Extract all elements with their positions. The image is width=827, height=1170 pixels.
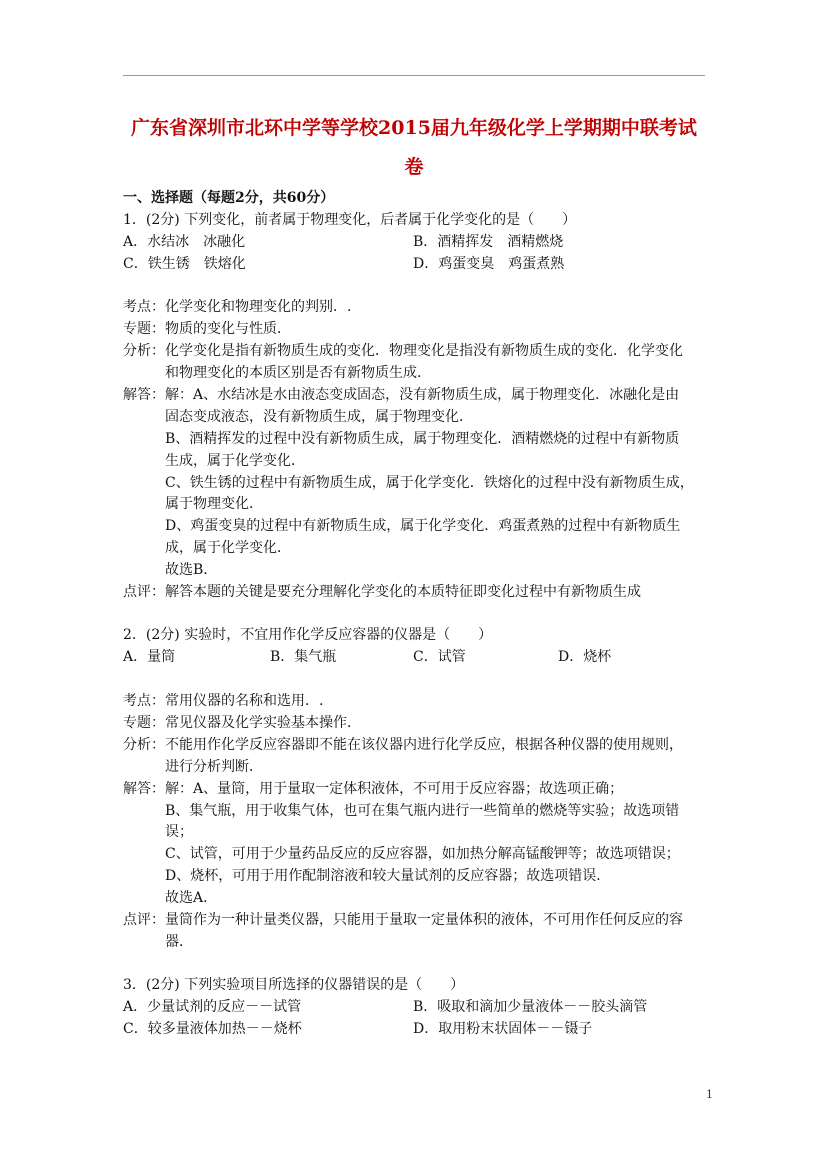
q2-zhuanti: 专题：常见仪器及化学实验基本操作． <box>123 715 361 731</box>
q2-option-b: B．集气瓶 <box>270 649 337 665</box>
q1-jieda-line: 固态变成液态，没有新物质生成，属于物理变化． <box>165 409 473 425</box>
q1-jieda-line: D、鸡蛋变臭的过程中有新物质生成，属于化学变化．鸡蛋煮熟的过程中有新物质生 <box>165 518 681 534</box>
q2-kaodian: 考点：常用仪器的名称和选用．. <box>123 693 324 709</box>
question-3-stem: 3．(2分) 下列实验项目所选择的仪器错误的是（ ） <box>123 977 465 993</box>
q2-option-c: C．试管 <box>413 649 466 665</box>
q3-option-a: A．少量试剂的反应－－试管 <box>123 999 302 1015</box>
q2-jieda-line: D、烧杯，可用于用作配制溶液和较大量试剂的反应容器；故选项错误． <box>165 868 611 884</box>
document-title: 广东省深圳市北环中学等学校2015届九年级化学上学期期中联考试 <box>131 117 697 139</box>
q2-fenxi-line: 分析：不能用作化学反应容器即不能在该仪器内进行化学反应，根据各种仪器的使用规则， <box>123 737 683 753</box>
q3-option-d: D．取用粉末状固体－－镊子 <box>413 1021 593 1037</box>
q1-option-b: B．酒精挥发 酒精燃烧 <box>413 234 564 250</box>
page-number: 1 <box>706 1088 713 1101</box>
q2-jieda-line: C、试管，可用于少量药品反应的反应容器，如加热分解高锰酸钾等；故选项错误； <box>165 846 680 862</box>
q1-answer: 故选B． <box>165 562 218 578</box>
q1-zhuanti: 专题：物质的变化与性质． <box>123 321 291 337</box>
q1-jieda-line: 生成，属于化学变化． <box>165 453 305 469</box>
question-2-stem: 2．(2分) 实验时，不宜用作化学反应容器的仪器是（ ） <box>123 627 493 643</box>
q1-kaodian: 考点：化学变化和物理变化的判别．. <box>123 299 352 315</box>
q1-fenxi-line: 分析：化学变化是指有新物质生成的变化．物理变化是指没有新物质生成的变化．化学变化 <box>123 343 683 359</box>
q3-option-b: B．吸取和滴加少量液体－－胶头滴管 <box>413 999 648 1015</box>
q1-jieda-line: B、酒精挥发的过程中没有新物质生成，属于物理变化．酒精燃烧的过程中有新物质 <box>165 431 680 447</box>
q2-fenxi-line: 进行分析判断． <box>165 759 263 775</box>
q1-option-d: D．鸡蛋变臭 鸡蛋煮熟 <box>413 256 565 272</box>
header-rule <box>123 75 705 76</box>
document-title-continued: 卷 <box>404 156 424 178</box>
q1-dianping: 点评：解答本题的关键是要充分理解化学变化的本质特征即变化过程中有新物质生成 <box>123 584 641 600</box>
q2-option-a: A．量筒 <box>123 649 176 665</box>
q2-option-d: D．烧杯 <box>558 649 612 665</box>
q2-jieda-line: 误； <box>165 824 193 840</box>
q1-jieda-line: 成，属于化学变化． <box>165 540 291 556</box>
question-1-stem: 1．(2分) 下列变化，前者属于物理变化，后者属于化学变化的是（ ） <box>123 212 577 228</box>
q2-jieda-line: 解答：解：A、量筒，用于量取一定体积液体，不可用于反应容器；故选项正确； <box>123 781 624 797</box>
q2-dianping-line: 器． <box>165 934 193 950</box>
q1-jieda-line: C、铁生锈的过程中有新物质生成，属于化学变化．铁熔化的过程中没有新物质生成， <box>165 475 694 491</box>
q2-jieda-line: B、集气瓶，用于收集气体，也可在集气瓶内进行一些简单的燃烧等实验；故选项错 <box>165 803 680 819</box>
q1-option-c: C．铁生锈 铁熔化 <box>123 256 246 272</box>
q1-option-a: A．水结冰 冰融化 <box>123 234 246 250</box>
q2-answer: 故选A． <box>165 890 218 906</box>
q3-option-c: C．较多量液体加热－－烧杯 <box>123 1021 302 1037</box>
section-heading: 一、选择题（每题2分，共60分） <box>123 190 335 206</box>
q1-fenxi-line: 和物理变化的本质区别是否有新物质生成． <box>165 365 431 381</box>
q1-jieda-line: 解答：解：A、水结冰是水由液态变成固态，没有新物质生成，属于物理变化．冰融化是由 <box>123 387 680 403</box>
q1-jieda-line: 属于物理变化． <box>165 496 263 512</box>
q2-dianping-line: 点评：量筒作为一种计量类仪器，只能用于量取一定量体积的液体，不可用作任何反应的容 <box>123 912 683 928</box>
